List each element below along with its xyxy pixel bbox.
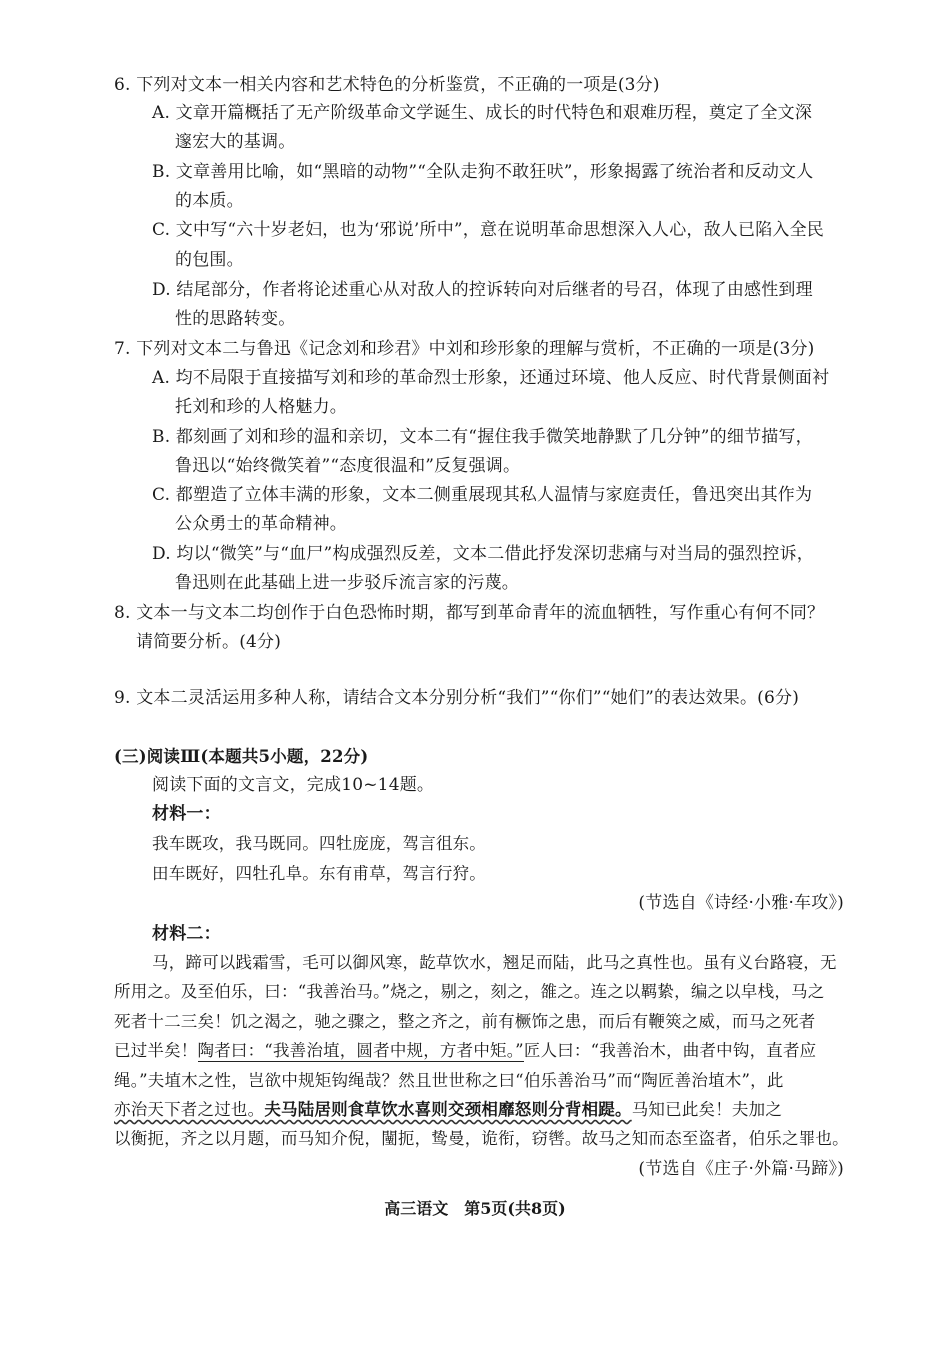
underlined-sentence: 陶者曰：“我善治埴，圆者中规，方者中矩。” — [197, 1041, 524, 1060]
material-1-source: (节选自《诗经·小雅·车攻》) — [638, 893, 844, 913]
q7-option-c: C. 都塑造了立体丰满的形象，文本二侧重展现其私人温情与家庭责任，鲁迅突出其作为 — [152, 485, 813, 505]
q6-option-d-cont: 性的思路转变。 — [175, 309, 296, 329]
q9-stem: 9. 文本二灵活运用多种人称，请结合文本分别分析“我们”“你们”“她们”的表达效果。(6分) — [114, 688, 800, 708]
q6-option-c-cont: 的包围。 — [175, 250, 244, 270]
material-1-line-2: 田车既好，四牡孔阜。东有甫草，驾言行狩。 — [152, 864, 486, 883]
material-2-line-6-a: 亦治天下者之过也。 — [114, 1100, 265, 1119]
q6-stem: 6. 下列对文本一相关内容和艺术特色的分析鉴赏，不正确的一项是(3分) — [114, 75, 660, 95]
page-footer: 高三语文 第5页(共8页) — [384, 1199, 566, 1218]
material-1-label: 材料一： — [152, 804, 221, 824]
material-2-source: (节选自《庄子·外篇·马蹄》) — [638, 1159, 844, 1179]
material-2-line-3: 死者十二三矣！饥之渴之，驰之骤之，整之齐之，前有橛饰之患，而后有鞭筴之威，而马之死者 — [114, 1012, 816, 1031]
q7-option-b: B. 都刻画了刘和珍的温和亲切，文本二有“握住我手微笑地静默了几分钟”的细节描写， — [152, 427, 813, 447]
q7-option-d-cont: 鲁迅则在此基础上进一步驳斥流言家的污蔑。 — [175, 573, 519, 593]
section-intro: 阅读下面的文言文，完成10~14题。 — [152, 775, 435, 795]
q8-stem-cont: 请简要分析。(4分) — [136, 632, 282, 652]
material-2-line-2: 所用之。及至伯乐，曰：“我善治马。”烧之，剔之，刻之，雒之。连之以羁絷，编之以皁栈，马之 — [114, 982, 825, 1001]
material-2-line-4 — [114, 1043, 816, 1060]
material-2-line-7: 以衡扼，齐之以月题，而马知介倪，闉扼，鸷曼，诡衔，窃辔。故马之知而态至盗者，伯乐之罪也。 — [114, 1129, 849, 1148]
material-2-line-4-b: 匠人曰：“我善治木，曲者中钩，直者应 — [523, 1041, 817, 1060]
q8-stem: 8. 文本一与文本二均创作于白色恐怖时期，都写到革命青年的流血牺牲，写作重心有何不同？ — [114, 603, 825, 623]
q7-option-a: A. 均不局限于直接描写刘和珍的革命烈士形象，还通过环境、他人反应、时代背景侧面衬 — [152, 368, 830, 388]
material-2-line-1: 马，蹄可以践霜雪，毛可以御风寒，龁草饮水，翘足而陆，此马之真性也。虽有义台路寝，无 — [152, 953, 837, 972]
q7-stem: 7. 下列对文本二与鲁迅《记念刘和珍君》中刘和珍形象的理解与赏析，不正确的一项是(3分) — [114, 339, 815, 359]
q7-option-a-cont: 托刘和珍的人格魅力。 — [175, 397, 347, 417]
material-2-line-6-b: 马知已此矣！夫加之 — [631, 1100, 783, 1119]
material-2-line-6 — [114, 1102, 782, 1119]
section-title: (三)阅读Ⅲ(本题共5小题，22分) — [114, 747, 369, 766]
q7-option-c-cont: 公众勇士的革命精神。 — [175, 514, 347, 534]
q6-option-b-cont: 的本质。 — [175, 191, 244, 211]
material-2-label: 材料二： — [152, 924, 221, 944]
material-2-line-5: 绳。”夫埴木之性，岂欲中规矩钩绳哉？然且世世称之曰“伯乐善治马”而“陶匠善治埴木”，此 — [114, 1071, 784, 1090]
q7-option-b-cont: 鲁迅以“始终微笑着”“态度很温和”反复强调。 — [175, 456, 521, 476]
q6-option-a: A. 文章开篇概括了无产阶级革命文学诞生、成长的时代特色和艰难历程，奠定了全文深 — [152, 103, 813, 123]
material-2-line-4-a: 已过半矣！ — [114, 1041, 198, 1060]
material-1-line-1: 我车既攻，我马既同。四牡庞庞，驾言徂东。 — [152, 834, 486, 853]
wavy-underlined-sentence: 夫马陆居则食草饮水喜则交颈相靡怒则分背相踶。 — [264, 1100, 632, 1119]
q6-option-d: D. 结尾部分，作者将论述重心从对敌人的控诉转向对后继者的号召，体现了由感性到理 — [152, 280, 813, 300]
q6-option-b: B. 文章善用比喻，如“黑暗的动物”“全队走狗不敢狂吠”，形象揭露了统治者和反动文人 — [152, 162, 814, 182]
q6-option-c: C. 文中写“六十岁老妇，也为‘邪说’所中”，意在说明革命思想深入人心，敌人已陷入全民 — [152, 220, 824, 240]
q7-option-d: D. 均以“微笑”与“血尸”构成强烈反差，文本二借此抒发深切悲痛与对当局的强烈控诉， — [152, 544, 814, 564]
q6-option-a-cont: 邃宏大的基调。 — [175, 132, 296, 152]
